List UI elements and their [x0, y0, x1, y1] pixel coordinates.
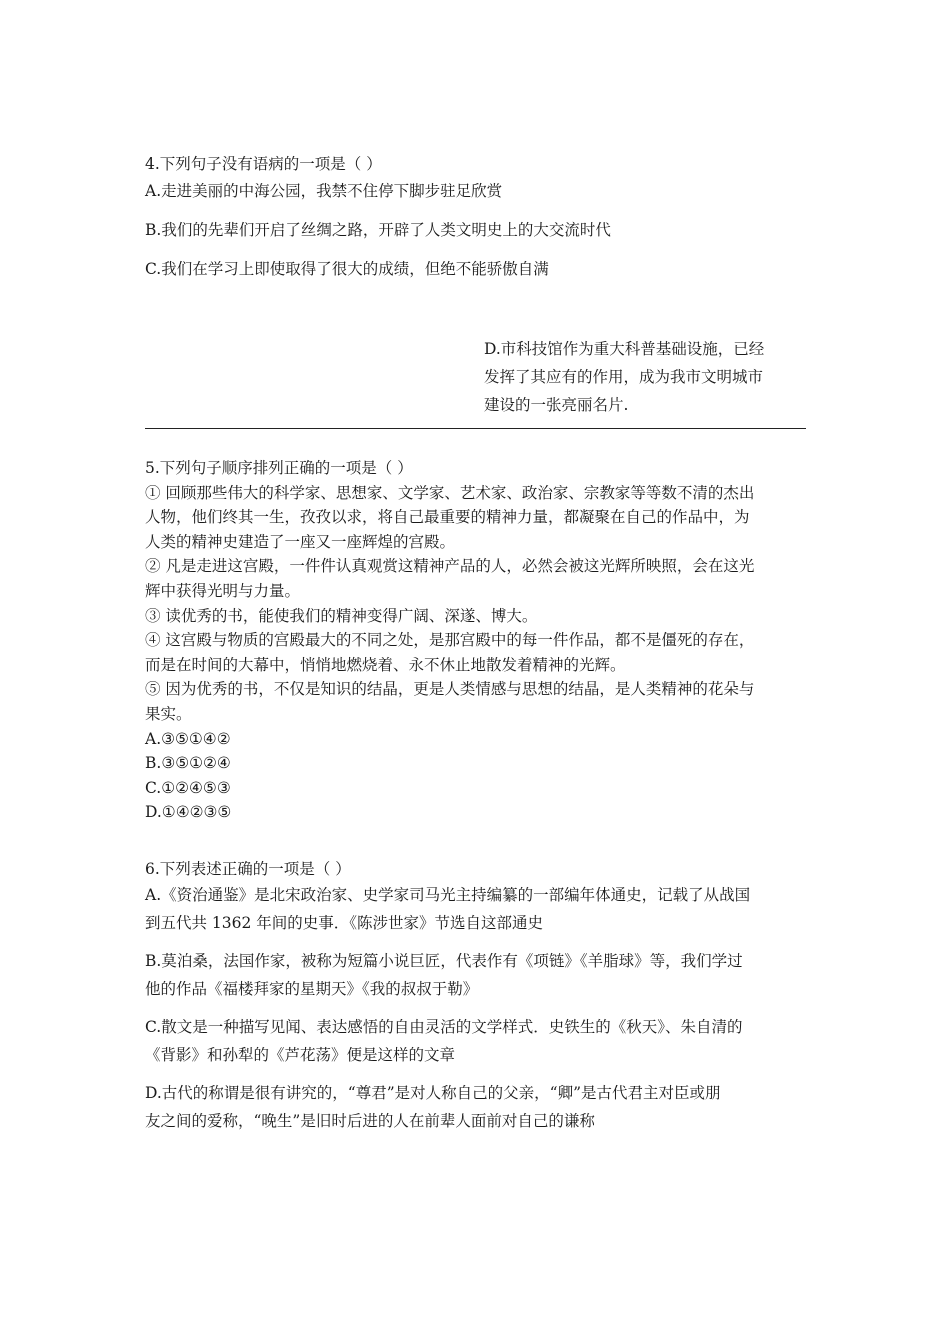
- question-5: [145, 456, 807, 825]
- question-6-option-b: B.莫泊桑，法国作家，被称为短篇小说巨匠，代表作有《项链》《羊脂球》等，我们学过: [145, 952, 743, 970]
- question-5-option-c: C.①②④⑤③: [145, 778, 231, 797]
- passage-line: ③ 读优秀的书，能使我们的精神变得广阔、深遂、博大。: [145, 606, 538, 625]
- passage-line: ④ 这宫殿与物质的宫殿最大的不同之处，是那宫殿中的每一件作品，都不是僵死的存在，: [145, 631, 755, 650]
- option-d-line: 建设的一张亮丽名片.: [484, 396, 629, 414]
- passage-line: 果实。: [145, 704, 192, 723]
- passage-line: 而是在时间的大幕中，悄悄地燃烧着、永不休止地散发着精神的光辉。: [145, 655, 626, 674]
- question-6-option-c: C.散文是一种描写见闻、表达感悟的自由灵活的文学样式．史铁生的《秋天》、朱自清的: [145, 1018, 743, 1036]
- question-5-option-a: A.③⑤①④②: [145, 729, 231, 748]
- question-4-option-b: B.我们的先辈们开启了丝绸之路，开辟了人类文明史上的大交流时代: [145, 221, 611, 239]
- passage-line: 辉中获得光明与力量。: [145, 581, 301, 600]
- question-6-option-c: 《背影》和孙犁的《芦花荡》便是这样的文章: [145, 1046, 456, 1064]
- question-5-option-b: B.③⑤①②④: [145, 754, 231, 773]
- question-6-option-d: 友之间的爱称，“晚生”是旧时后进的人在前辈人面前对自己的谦称: [145, 1112, 595, 1130]
- question-4-option-d: [484, 335, 794, 419]
- question-6: [145, 857, 807, 1135]
- question-4-stem: 4.下列句子没有语病的一项是（ ）: [145, 155, 382, 173]
- option-d-line: 发挥了其应有的作用，成为我市文明城市: [484, 368, 764, 386]
- question-6-option-a: 到五代共 1362 年间的史事．《陈涉世家》节选自这部通史: [145, 914, 544, 932]
- question-5-option-d: D.①④②③⑤: [145, 803, 232, 822]
- passage-line: 人类的精神史建造了一座又一座辉煌的宫殿。: [145, 532, 456, 551]
- question-6-stem: 6.下列表述正确的一项是（ ）: [145, 860, 351, 878]
- question-6-option-d: D.古代的称谓是很有讲究的，“尊君”是对人称自己的父亲，“卿”是古代君主对臣或朋: [145, 1084, 721, 1102]
- question-5-stem: 5.下列句子顺序排列正确的一项是（ ）: [145, 459, 413, 477]
- question-4-option-a: A.走进美丽的中海公园，我禁不住停下脚步驻足欣赏: [145, 182, 503, 200]
- divider-line: [145, 428, 806, 429]
- passage-line: 人物，他们终其一生，孜孜以求，将自己最重要的精神力量，都凝聚在自己的作品中，为: [145, 508, 750, 527]
- question-6-option-b: 他的作品《福楼拜家的星期天》《我的叔叔于勒》: [145, 980, 479, 998]
- option-d-line: D.市科技馆作为重大科普基础设施，已经: [484, 340, 765, 358]
- question-6-option-a: A.《资治通鉴》是北宋政治家、史学家司马光主持编纂的一部编年体通史，记载了从战国: [145, 886, 751, 904]
- passage-line: ① 回顾那些伟大的科学家、思想家、文学家、艺术家、政治家、宗教家等等数不清的杰出: [145, 483, 755, 502]
- passage-line: ② 凡是走进这宫殿，一件件认真观赏这精神产品的人，必然会被这光辉所映照，会在这光: [145, 557, 755, 576]
- passage-line: ⑤ 因为优秀的书，不仅是知识的结晶，更是人类情感与思想的结晶，是人类精神的花朵与: [145, 680, 755, 699]
- question-4-option-c: C.我们在学习上即使取得了很大的成绩，但绝不能骄傲自满: [145, 260, 549, 278]
